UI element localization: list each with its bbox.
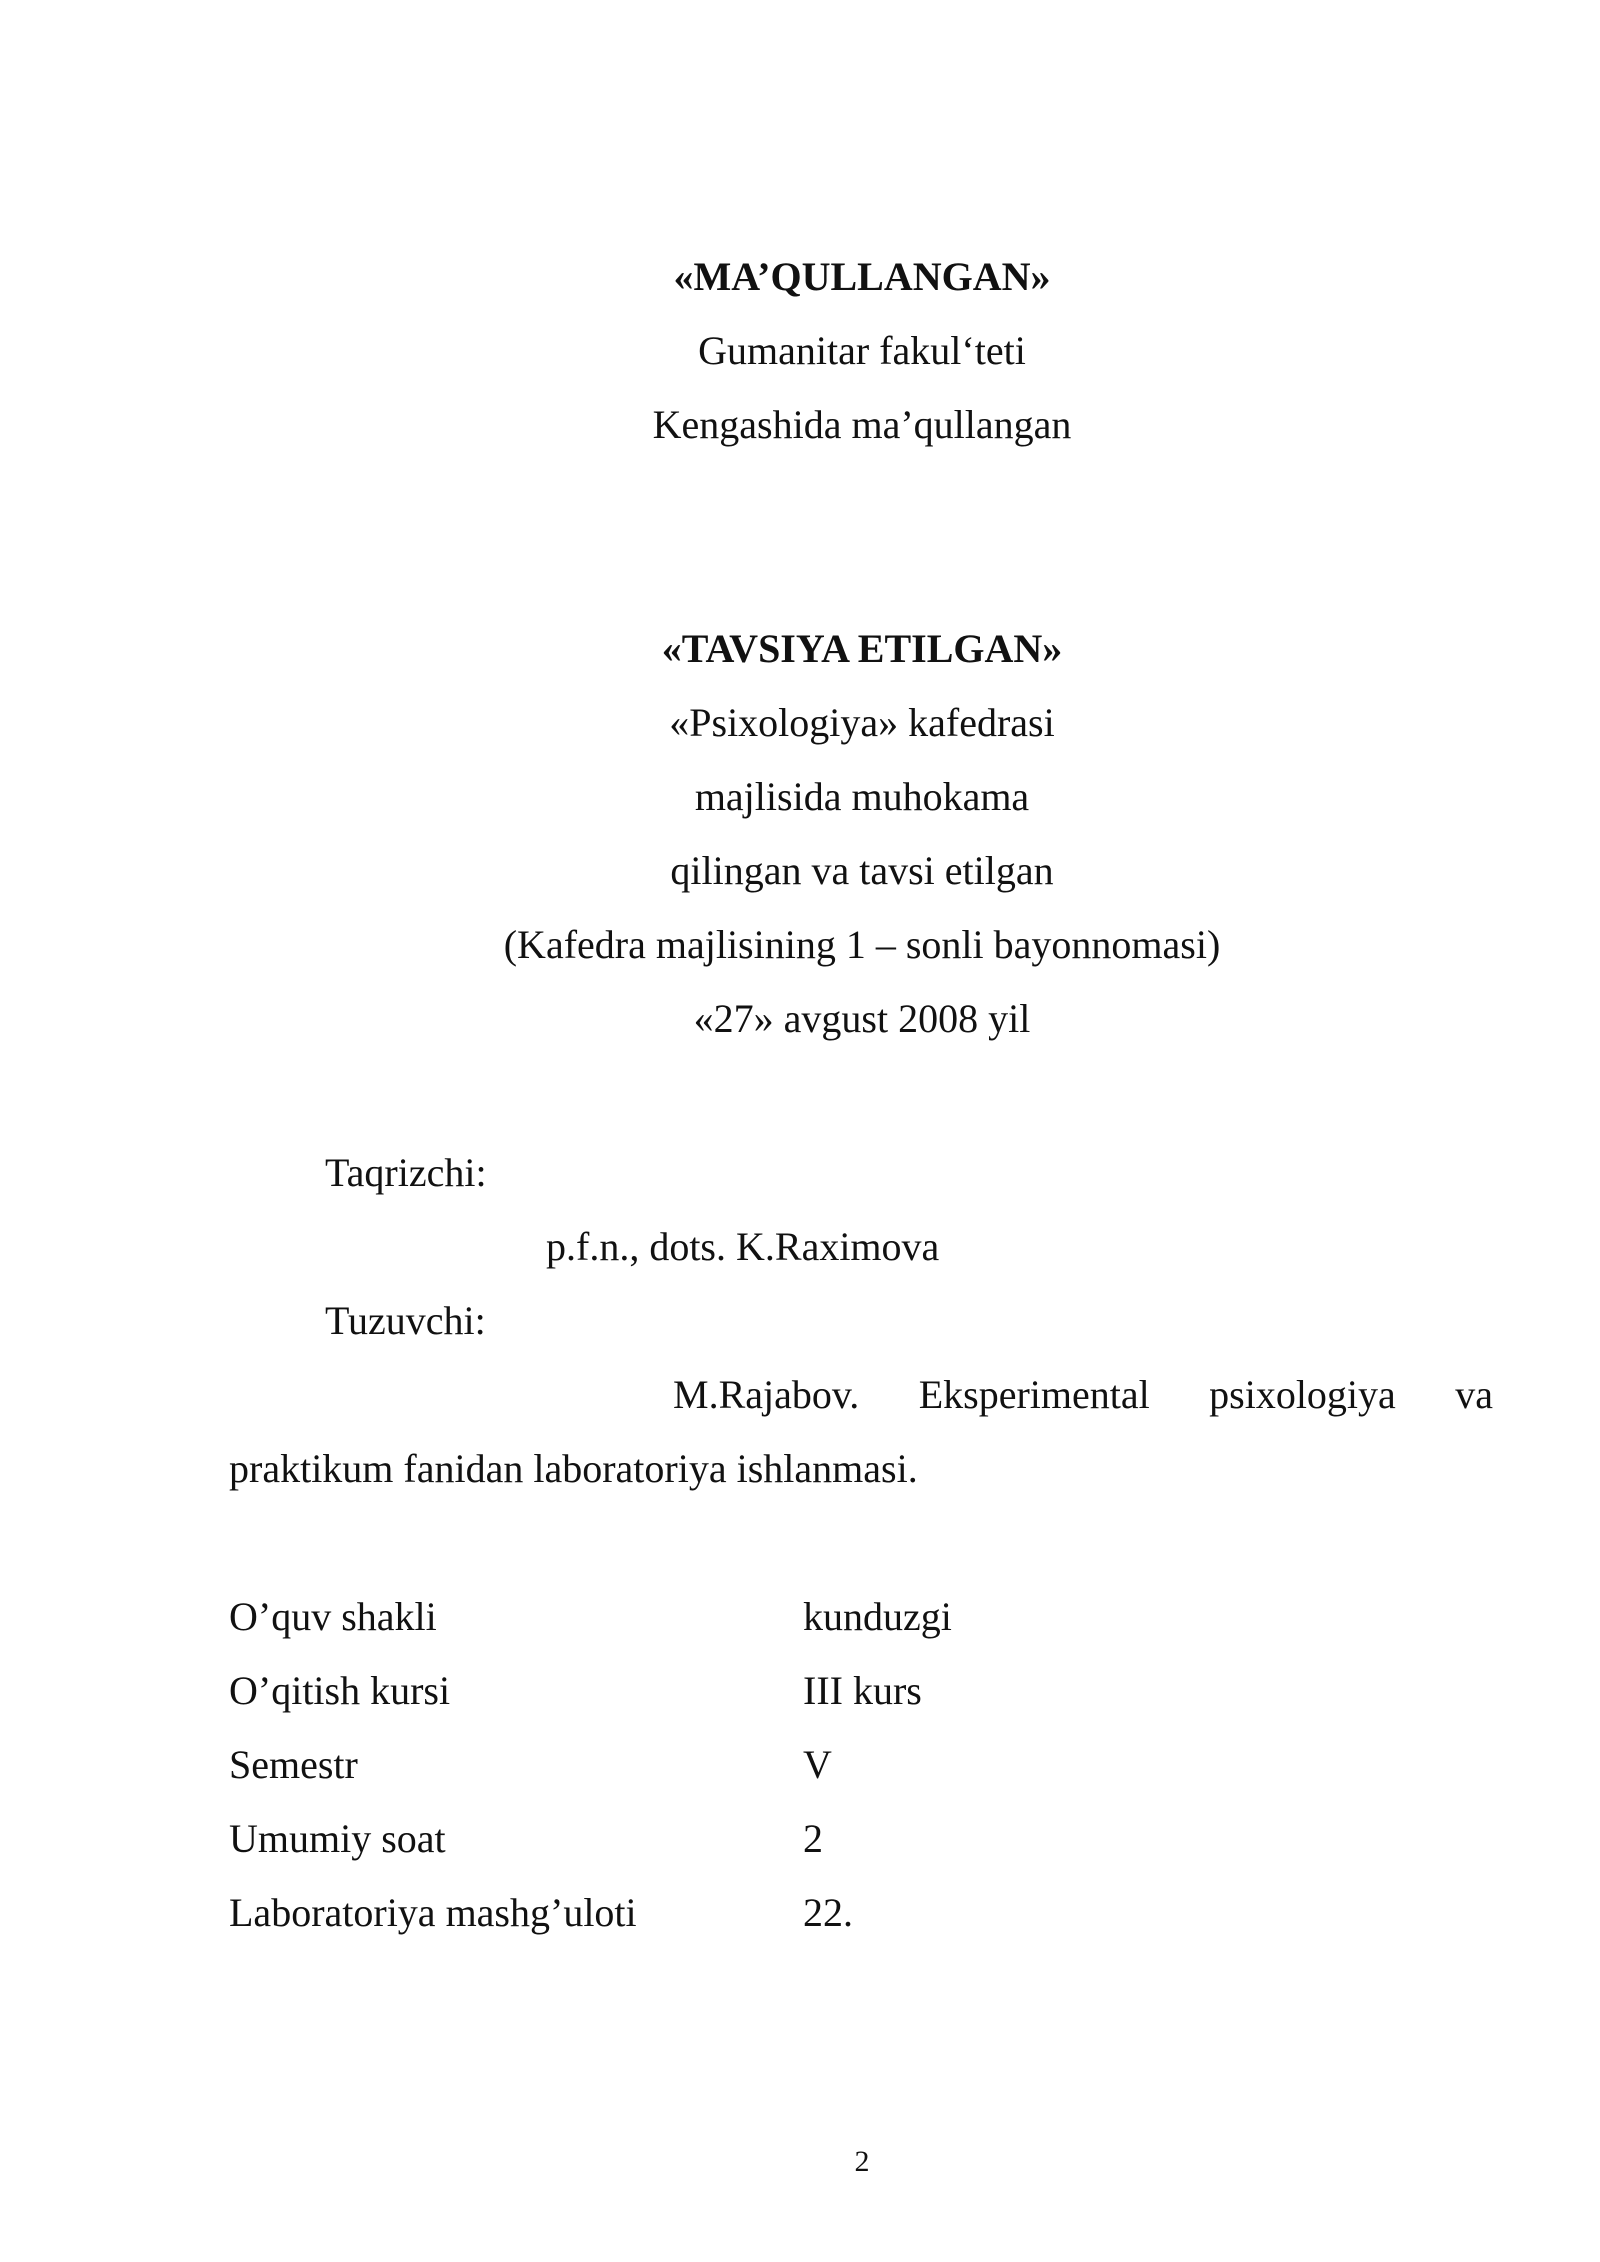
compiler-word: Eksperimental xyxy=(918,1372,1150,1417)
compiler-word: M.Rajabov. xyxy=(673,1372,860,1417)
approved-council: Kengashida ma’qullangan xyxy=(652,402,1072,447)
course-info-value: 22. xyxy=(803,1890,853,1935)
compiler-word: psixologiya xyxy=(1209,1372,1396,1417)
recommended-meeting: majlisida muhokama xyxy=(694,774,1030,819)
recommended-protocol: (Kafedra majlisining 1 – sonli bayonnomasi) xyxy=(503,922,1221,967)
course-info-label: O’quv shakli xyxy=(229,1594,437,1639)
approved-faculty: Gumanitar fakul‘teti xyxy=(698,328,1026,373)
approved-title: «MA’QULLANGAN» xyxy=(673,254,1051,299)
recommended-department: «Psixologiya» kafedrasi xyxy=(669,700,1055,745)
course-info-value: kunduzgi xyxy=(803,1594,952,1639)
recommended-title: «TAVSIYA ETILGAN» xyxy=(661,626,1063,671)
course-info-value: III kurs xyxy=(803,1668,922,1713)
compiler-word: va xyxy=(1455,1372,1493,1417)
course-info-label: O’qitish kursi xyxy=(229,1668,451,1713)
compiler-label: Tuzuvchi: xyxy=(325,1298,486,1343)
compiler-continuation: praktikum fanidan laboratoriya ishlanmasi. xyxy=(229,1446,918,1491)
reviewer-name: p.f.n., dots. K.Raximova xyxy=(546,1224,940,1269)
course-info-value: 2 xyxy=(803,1816,823,1861)
reviewer-label: Taqrizchi: xyxy=(325,1150,487,1195)
recommended-discussed: qilingan va tavsi etilgan xyxy=(670,848,1054,893)
compiler-first-line xyxy=(673,1371,1493,1419)
course-info-value: V xyxy=(803,1742,832,1787)
page-number: 2 xyxy=(854,2145,870,2178)
course-info-label: Laboratoriya mashg’uloti xyxy=(229,1890,637,1935)
course-info-label: Umumiy soat xyxy=(229,1816,446,1861)
course-info-label: Semestr xyxy=(229,1742,358,1787)
recommended-date: «27» avgust 2008 yil xyxy=(693,996,1031,1041)
